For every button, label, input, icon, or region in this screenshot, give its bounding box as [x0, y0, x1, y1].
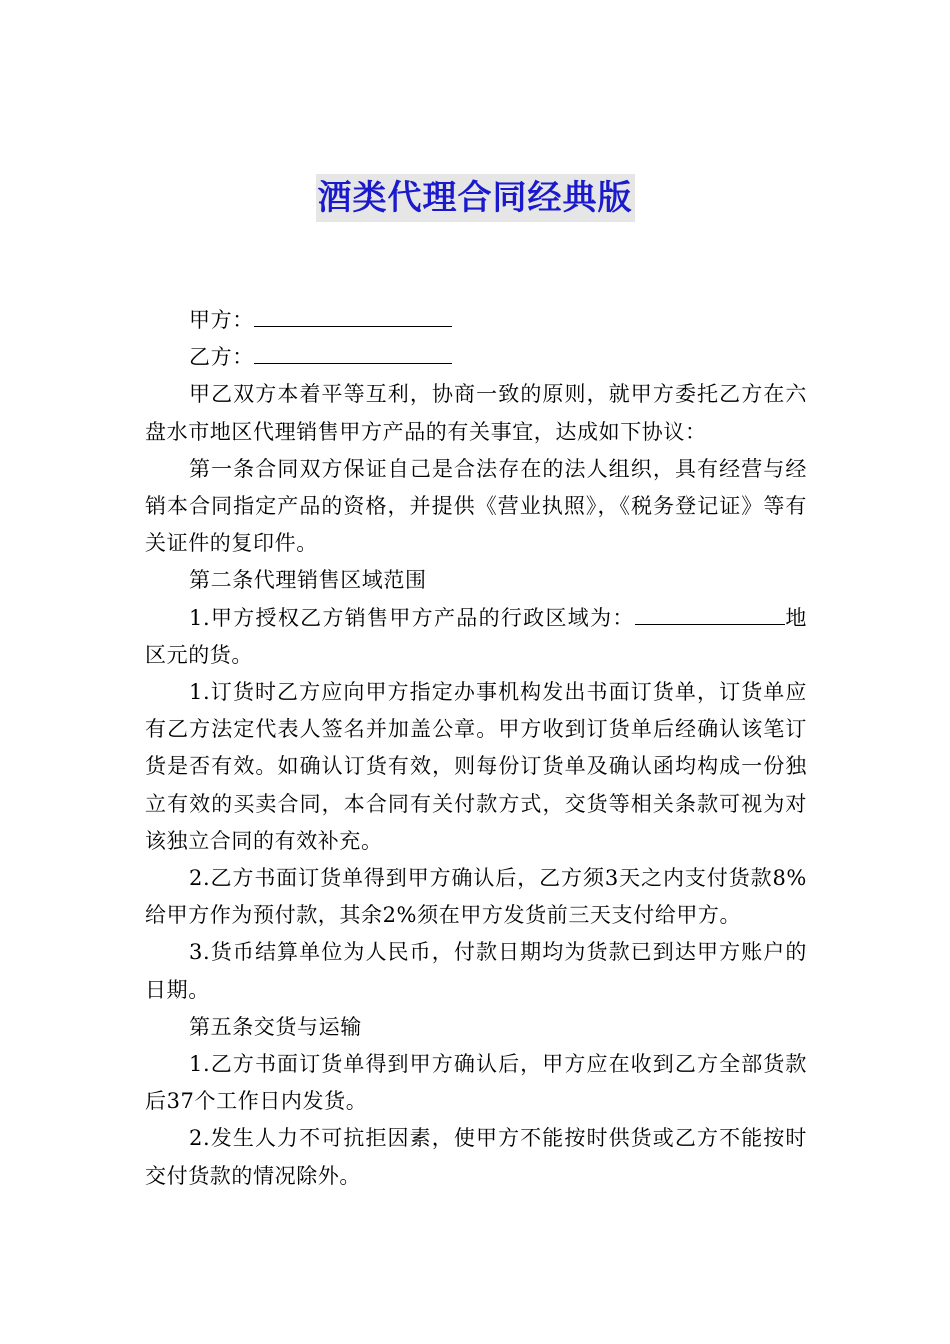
document-title: 酒类代理合同经典版 — [316, 174, 635, 222]
article-5-heading: 第五条交货与运输 — [189, 1014, 362, 1039]
article-2-clause-1 — [145, 600, 807, 674]
party-b-label: 乙方： — [189, 345, 254, 370]
article-5-clause-2: 2.发生人力不可抗拒因素，使甲方不能按时供货或乙方不能按时交付货款的情况除外。 — [145, 1126, 807, 1188]
order-clause-1: 1.订货时乙方应向甲方指定办事机构发出书面订货单，订货单应有乙方法定代表人签名并加盖公章。甲方收到订货单后经确认该笔订货是否有效。如确认订货有效，则每份订货单及确认函均构成一份独立有效的买卖合同，本合同有关付款方式，交货等相关条款可视为对该独立合同的有效补充。 — [145, 680, 807, 853]
article-2-clause-1-text: 1.甲方授权乙方销售甲方产品的行政区域为： — [189, 605, 635, 630]
party-a-blank — [254, 302, 452, 327]
article-2-heading: 第二条代理销售区域范围 — [189, 568, 427, 593]
order-clause-3: 3.货币结算单位为人民币，付款日期均为货款已到达甲方账户的日期。 — [145, 940, 807, 1002]
article-5-clause-1: 1.乙方书面订货单得到甲方确认后，甲方应在收到乙方全部货款后37个工作日内发货。 — [145, 1052, 807, 1114]
party-b-blank — [254, 339, 452, 364]
region-blank — [635, 600, 785, 625]
party-a-line — [145, 302, 807, 339]
order-clause-2: 2.乙方书面订货单得到甲方确认后，乙方须3天之内支付货款8%给甲方作为预付款，其余2%须在甲方发货前三天支付给甲方。 — [145, 866, 807, 928]
party-a-label: 甲方： — [189, 308, 254, 332]
document-body — [145, 302, 807, 1195]
title-container — [0, 174, 950, 222]
party-b-line — [145, 339, 807, 376]
article-2-clause-1-tail: 地区元的货。 — [145, 605, 807, 667]
article-1-paragraph: 第一条合同双方保证自己是合法存在的法人组织，具有经营与经销本合同指定产品的资格，并提供《营业执照》，《税务登记证》等有关证件的复印件。 — [145, 456, 807, 556]
intro-paragraph: 甲乙双方本着平等互利，协商一致的原则，就甲方委托乙方在六盘水市地区代理销售甲方产品的有关事宜，达成如下协议： — [145, 382, 807, 444]
